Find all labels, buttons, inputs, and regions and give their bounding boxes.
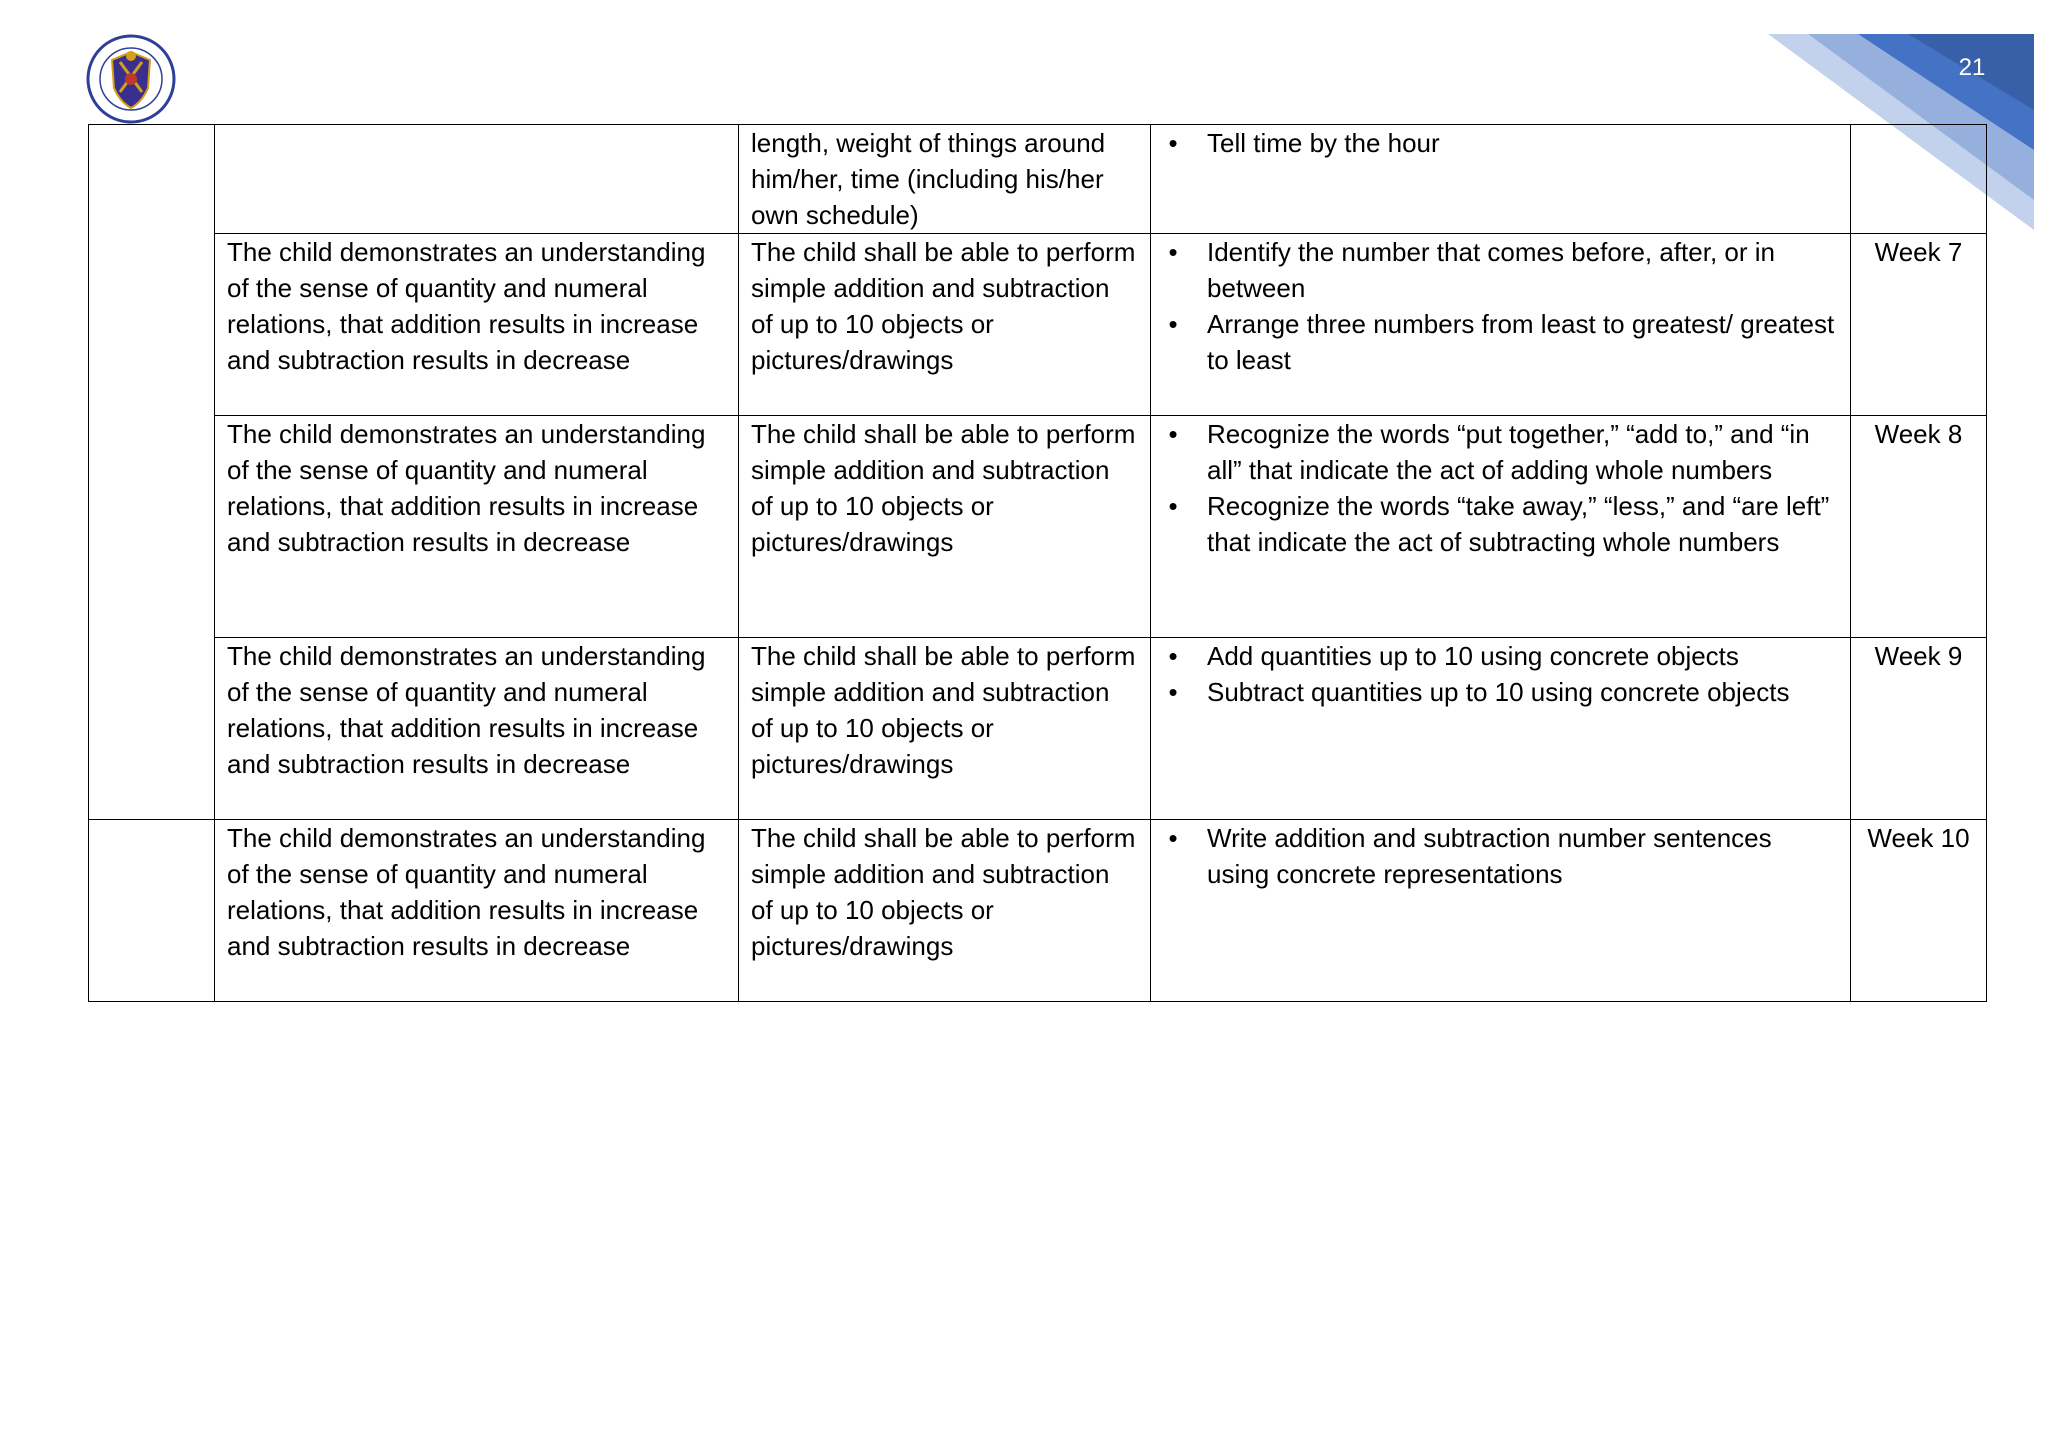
curriculum-table <box>88 124 1987 1002</box>
competency-list <box>1163 125 1838 161</box>
domain-cell <box>89 820 215 1002</box>
competency-text: Add quantities up to 10 using concrete objects <box>1207 641 1739 671</box>
list-item: • Add quantities up to 10 using concrete objects <box>1168 641 1739 671</box>
week-cell: Week 9 <box>1851 638 1987 820</box>
competency-text: Identify the number that comes before, after, or in between <box>1207 237 1775 303</box>
competency-list <box>1163 638 1838 710</box>
competency-list <box>1163 234 1838 378</box>
competencies-cell <box>1151 234 1851 416</box>
competency-text: Subtract quantities up to 10 using concrete objects <box>1207 677 1790 707</box>
competency-text: Recognize the words “take away,” “less,” and “are left” that indicate the act of subtracting whole numbers <box>1207 491 1830 557</box>
competencies-cell <box>1151 638 1851 820</box>
competencies-cell <box>1151 416 1851 638</box>
table-row <box>89 234 1987 416</box>
competency-list <box>1163 820 1838 892</box>
competencies-cell <box>1151 125 1851 234</box>
list-item: • Arrange three numbers from least to greatest/ greatest to least <box>1168 309 1835 375</box>
page-number: 21 <box>1958 54 1986 81</box>
table-row <box>89 125 1987 234</box>
week-cell: Week 7 <box>1851 234 1987 416</box>
list-item: • Subtract quantities up to 10 using concrete objects <box>1168 677 1790 707</box>
performance-standard-cell: The child shall be able to perform simple addition and subtraction of up to 10 objects or pictures/drawings <box>739 638 1151 820</box>
competency-list <box>1163 416 1838 560</box>
week-cell: Week 8 <box>1851 416 1987 638</box>
list-item: • Write addition and subtraction number sentences using concrete representations <box>1168 823 1772 889</box>
content-standard-cell <box>215 125 739 234</box>
competency-text: Arrange three numbers from least to greatest/ greatest to least <box>1207 309 1835 375</box>
table-row <box>89 820 1987 1002</box>
table-row <box>89 638 1987 820</box>
competency-text: Write addition and subtraction number sentences using concrete representations <box>1207 823 1772 889</box>
content-standard-cell: The child demonstrates an understanding of the sense of quantity and numeral relations, that addition results in increase and subtraction results in decrease <box>215 234 739 416</box>
deped-seal-logo <box>86 34 176 124</box>
content-standard-cell: The child demonstrates an understanding of the sense of quantity and numeral relations, that addition results in increase and subtraction results in decrease <box>215 416 739 638</box>
performance-standard-cell: The child shall be able to perform simple addition and subtraction of up to 10 objects or pictures/drawings <box>739 416 1151 638</box>
content-standard-cell: The child demonstrates an understanding of the sense of quantity and numeral relations, that addition results in increase and subtraction results in decrease <box>215 820 739 1002</box>
competency-text: Recognize the words “put together,” “add to,” and “in all” that indicate the act of adding whole numbers <box>1207 419 1810 485</box>
week-cell: Week 10 <box>1851 820 1987 1002</box>
list-item: • Recognize the words “put together,” “add to,” and “in all” that indicate the act of adding whole numbers <box>1168 419 1810 485</box>
performance-standard-cell: length, weight of things around him/her, time (including his/her own schedule) <box>739 125 1151 234</box>
list-item: • Tell time by the hour <box>1168 128 1440 158</box>
week-cell <box>1851 125 1987 234</box>
competencies-cell <box>1151 820 1851 1002</box>
domain-cell <box>89 125 215 820</box>
content-standard-cell: The child demonstrates an understanding of the sense of quantity and numeral relations, that addition results in increase and subtraction results in decrease <box>215 638 739 820</box>
list-item: • Identify the number that comes before, after, or in between <box>1168 237 1775 303</box>
table-row <box>89 416 1987 638</box>
list-item: • Recognize the words “take away,” “less,” and “are left” that indicate the act of subtracting whole numbers <box>1168 491 1830 557</box>
performance-standard-cell: The child shall be able to perform simple addition and subtraction of up to 10 objects or pictures/drawings <box>739 820 1151 1002</box>
performance-standard-cell: The child shall be able to perform simple addition and subtraction of up to 10 objects or pictures/drawings <box>739 234 1151 416</box>
competency-text: Tell time by the hour <box>1207 128 1440 158</box>
